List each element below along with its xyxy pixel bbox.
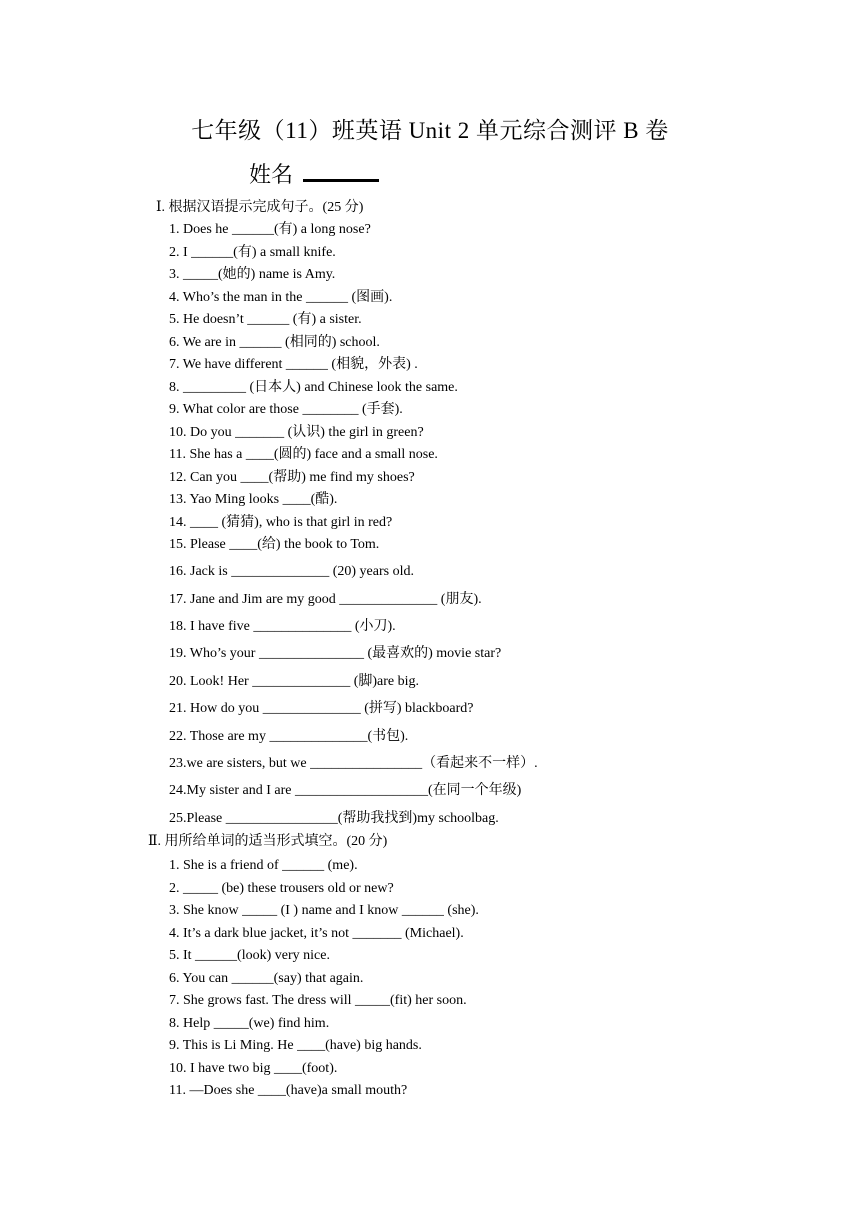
section1-item: 12. Can you ____(帮助) me find my shoes? (169, 470, 415, 485)
section1-item: 5. He doesn’t ______ (有) a sister. (169, 312, 362, 327)
section2-item: 6. You can ______(say) that again. (169, 971, 364, 986)
section1-item: 20. Look! Her ______________ (脚)are big. (169, 674, 420, 689)
section1-item: 3. _____(她的) name is Amy. (169, 267, 336, 282)
section1-item: 22. Those are my ______________(书包). (169, 729, 409, 744)
section1-item: 7. We have different ______ (相貌，外表) . (169, 357, 418, 372)
section2-item: 3. She know _____ (I ) name and I know ______ (she). (169, 903, 479, 918)
section1-heading: Ⅰ. 根据汉语提示完成句子。(25 分) (156, 200, 364, 215)
section2-item: 2. _____ (be) these trousers old or new? (169, 881, 394, 896)
section2-item: 9. This is Li Ming. He ____(have) big hands. (169, 1038, 422, 1053)
section2-item: 8. Help _____(we) find him. (169, 1016, 330, 1031)
section1-item: 17. Jane and Jim are my good ______________ (朋友). (169, 592, 482, 607)
section1-item: 21. How do you ______________ (拼写) blackboard? (169, 701, 474, 716)
section1-item: 10. Do you _______ (认识) the girl in green? (169, 425, 424, 440)
name-label: 姓名 (249, 162, 294, 187)
section1-item: 23.we are sisters, but we ________________（看起来不一样）. (169, 756, 538, 771)
section2-heading: Ⅱ. 用所给单词的适当形式填空。(20 分) (148, 834, 388, 849)
section2-item: 10. I have two big ____(foot). (169, 1061, 338, 1076)
section1-item: 2. I ______(有) a small knife. (169, 245, 336, 260)
section1-item: 1. Does he ______(有) a long nose? (169, 222, 371, 237)
name-blank[interactable] (303, 161, 379, 182)
section1-item: 25.Please ________________(帮助我找到)my schoolbag. (169, 811, 499, 826)
section1-item: 18. I have five ______________ (小刀). (169, 619, 396, 634)
section1-item: 15. Please ____(给) the book to Tom. (169, 537, 380, 552)
page-title: 七年级（11）班英语 Unit 2 单元综合测评 B 卷 (191, 118, 669, 143)
section1-item: 8. _________ (日本人) and Chinese look the same. (169, 380, 458, 395)
section1-item: 9. What color are those ________ (手套). (169, 402, 403, 417)
section2-item: 4. It’s a dark blue jacket, it’s not _______ (Michael). (169, 926, 464, 941)
section1-item: 24.My sister and I are ___________________(在同一个年级) (169, 783, 522, 798)
section1-item: 6. We are in ______ (相同的) school. (169, 335, 380, 350)
section1-item: 4. Who’s the man in the ______ (图画). (169, 290, 393, 305)
section1-item: 16. Jack is ______________ (20) years old. (169, 564, 414, 579)
section2-item: 11. —Does she ____(have)a small mouth? (169, 1083, 408, 1098)
section1-item: 14. ____ (猜猜), who is that girl in red? (169, 515, 393, 530)
section2-item: 7. She grows fast. The dress will _____(fit) her soon. (169, 993, 467, 1008)
section2-item: 5. It ______(look) very nice. (169, 948, 330, 963)
section1-item: 19. Who’s your _______________ (最喜欢的) movie star? (169, 646, 502, 661)
section2-item: 1. She is a friend of ______ (me). (169, 858, 358, 873)
section1-item: 11. She has a ____(圆的) face and a small nose. (169, 447, 438, 462)
section1-item: 13. Yao Ming looks ____(酷). (169, 492, 338, 507)
name-field (249, 158, 379, 189)
